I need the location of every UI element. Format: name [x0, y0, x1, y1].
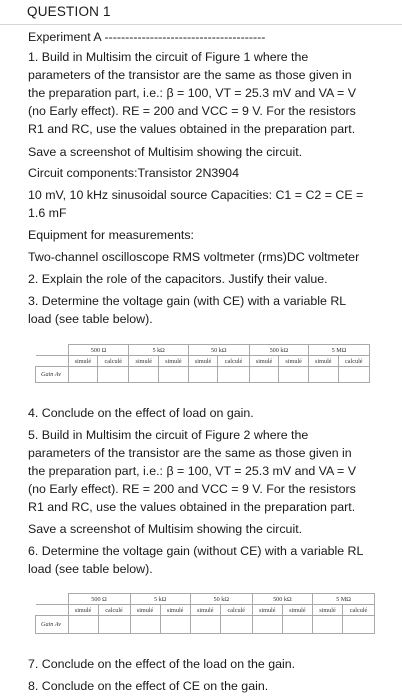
table-empty-cell	[282, 616, 312, 634]
text-line: parameters of the transistor are the same as those given in	[28, 68, 352, 82]
table-subheader-cell: simulé	[249, 356, 279, 367]
table-load-cell: 5 kΩ	[129, 345, 188, 356]
text-line: parameters of the transistor are the same as those given in	[28, 446, 352, 460]
table-load-cell: 50 kΩ	[190, 594, 252, 605]
text-line: load (see table below).	[28, 312, 153, 326]
table-subheader-row	[36, 356, 370, 367]
text-line: (no Early effect). RE = 200 and VCC = 9 V. For the resistors	[28, 482, 356, 496]
table-subheader-cell: calculé	[220, 605, 252, 616]
text-line: load (see table below).	[28, 562, 153, 576]
table-empty-cell	[160, 616, 190, 634]
table-subheader-cell: simulé	[190, 605, 220, 616]
gain-table-without-ce	[35, 593, 375, 634]
table-empty-cell	[190, 616, 220, 634]
table-row-label: Gain Av	[36, 616, 69, 634]
table-subheader-cell: simulé	[312, 605, 342, 616]
table-load-row	[36, 345, 370, 356]
text-line: 1. Build in Multisim the circuit of Figure 1 where the	[28, 50, 309, 64]
table-empty-cell	[220, 616, 252, 634]
text-line: 7. Conclude on the effect of the load on the gain.	[28, 657, 296, 671]
table-empty-cell	[98, 616, 130, 634]
table-subheader-cell: simulé	[129, 356, 159, 367]
question-header	[0, 0, 402, 25]
text-line: R1 and RC, use the values obtained in the preparation part.	[28, 500, 356, 514]
table-row-label: Gain Av	[36, 367, 69, 383]
text-line: 5. Build in Multisim the circuit of Figure 2 where the	[28, 428, 309, 442]
table-subheader-cell: calculé	[98, 605, 130, 616]
table-subheader-cell: simulé	[159, 356, 189, 367]
table-empty-cell	[159, 367, 189, 383]
text-line: Experiment A ---------------------------------------	[28, 30, 266, 44]
table-gain-row	[36, 616, 375, 634]
table-subheader-cell: simulé	[130, 605, 160, 616]
table-subheader-cell: simulé	[68, 605, 98, 616]
table-subheader-cell: calculé	[98, 356, 129, 367]
table-empty-cell	[343, 616, 375, 634]
table-empty-cell	[308, 367, 338, 383]
table-subheader-cell: simulé	[282, 605, 312, 616]
text-line: 1.6 mF	[28, 206, 67, 220]
table-load-cell: 5 MΩ	[308, 345, 369, 356]
text-line: R1 and RC, use the values obtained in the preparation part.	[28, 122, 356, 136]
table-subheader-cell: simulé	[68, 356, 98, 367]
table-empty-cell	[68, 367, 98, 383]
table-load-cell: 500 Ω	[68, 345, 129, 356]
text-line: (no Early effect). RE = 200 and VCC = 9 V. For the resistors	[28, 104, 356, 118]
table-load-cell: 500 kΩ	[249, 345, 308, 356]
table-subheader-row	[36, 605, 375, 616]
table-empty-cell	[279, 367, 309, 383]
table-empty-cell	[130, 616, 160, 634]
question-title: QUESTION 1	[27, 4, 111, 19]
table-subheader-cell: calculé	[218, 356, 249, 367]
gain-table-with-ce	[35, 344, 370, 383]
table-subheader-cell: simulé	[160, 605, 190, 616]
text-line: Equipment for measurements:	[28, 228, 194, 242]
table-load-cell: 5 kΩ	[130, 594, 190, 605]
table-empty-cell	[98, 367, 129, 383]
table-load-cell: 500 Ω	[68, 594, 130, 605]
table-subheader-cell: simulé	[308, 356, 338, 367]
text-line: Save a screenshot of Multisim showing the circuit.	[28, 145, 303, 159]
table-empty-cell	[188, 367, 218, 383]
table-subheader-cell: calculé	[343, 605, 375, 616]
text-line: Circuit components:Transistor 2N3904	[28, 166, 239, 180]
text-line: 8. Conclude on the effect of CE on the gain.	[28, 679, 269, 693]
table-empty-cell	[218, 367, 249, 383]
text-line: the preparation part, i.e.: β = 100, VT = 25.3 mV and VA = V	[28, 86, 356, 100]
table-subheader-cell: calculé	[338, 356, 369, 367]
text-line: Save a screenshot of Multisim showing the circuit.	[28, 522, 303, 536]
text-line: the preparation part, i.e.: β = 100, VT = 25.3 mV and VA = V	[28, 464, 356, 478]
table-empty-cell	[249, 367, 279, 383]
text-line: 4. Conclude on the effect of load on gain.	[28, 406, 254, 420]
table-empty-cell	[129, 367, 159, 383]
table-load-cell: 50 kΩ	[188, 345, 249, 356]
text-line: 6. Determine the voltage gain (without CE) with a variable RL	[28, 544, 364, 558]
table-gain-row	[36, 367, 370, 383]
table-subheader-cell: simulé	[188, 356, 218, 367]
table-load-cell: 500 kΩ	[252, 594, 312, 605]
text-line: 2. Explain the role of the capacitors. Justify their value.	[28, 272, 328, 286]
table-subheader-cell: simulé	[279, 356, 309, 367]
table-load-row	[36, 594, 375, 605]
text-line: 10 mV, 10 kHz sinusoidal source Capacities: C1 = C2 = CE =	[28, 188, 364, 202]
text-line: Two-channel oscilloscope RMS voltmeter (rms)DC voltmeter	[28, 250, 360, 264]
table-empty-cell	[312, 616, 342, 634]
table-load-cell: 5 MΩ	[312, 594, 374, 605]
table-subheader-cell: simulé	[252, 605, 282, 616]
table-empty-cell	[68, 616, 98, 634]
text-line: 3. Determine the voltage gain (with CE) with a variable RL	[28, 294, 347, 308]
table-empty-cell	[252, 616, 282, 634]
table-empty-cell	[338, 367, 369, 383]
